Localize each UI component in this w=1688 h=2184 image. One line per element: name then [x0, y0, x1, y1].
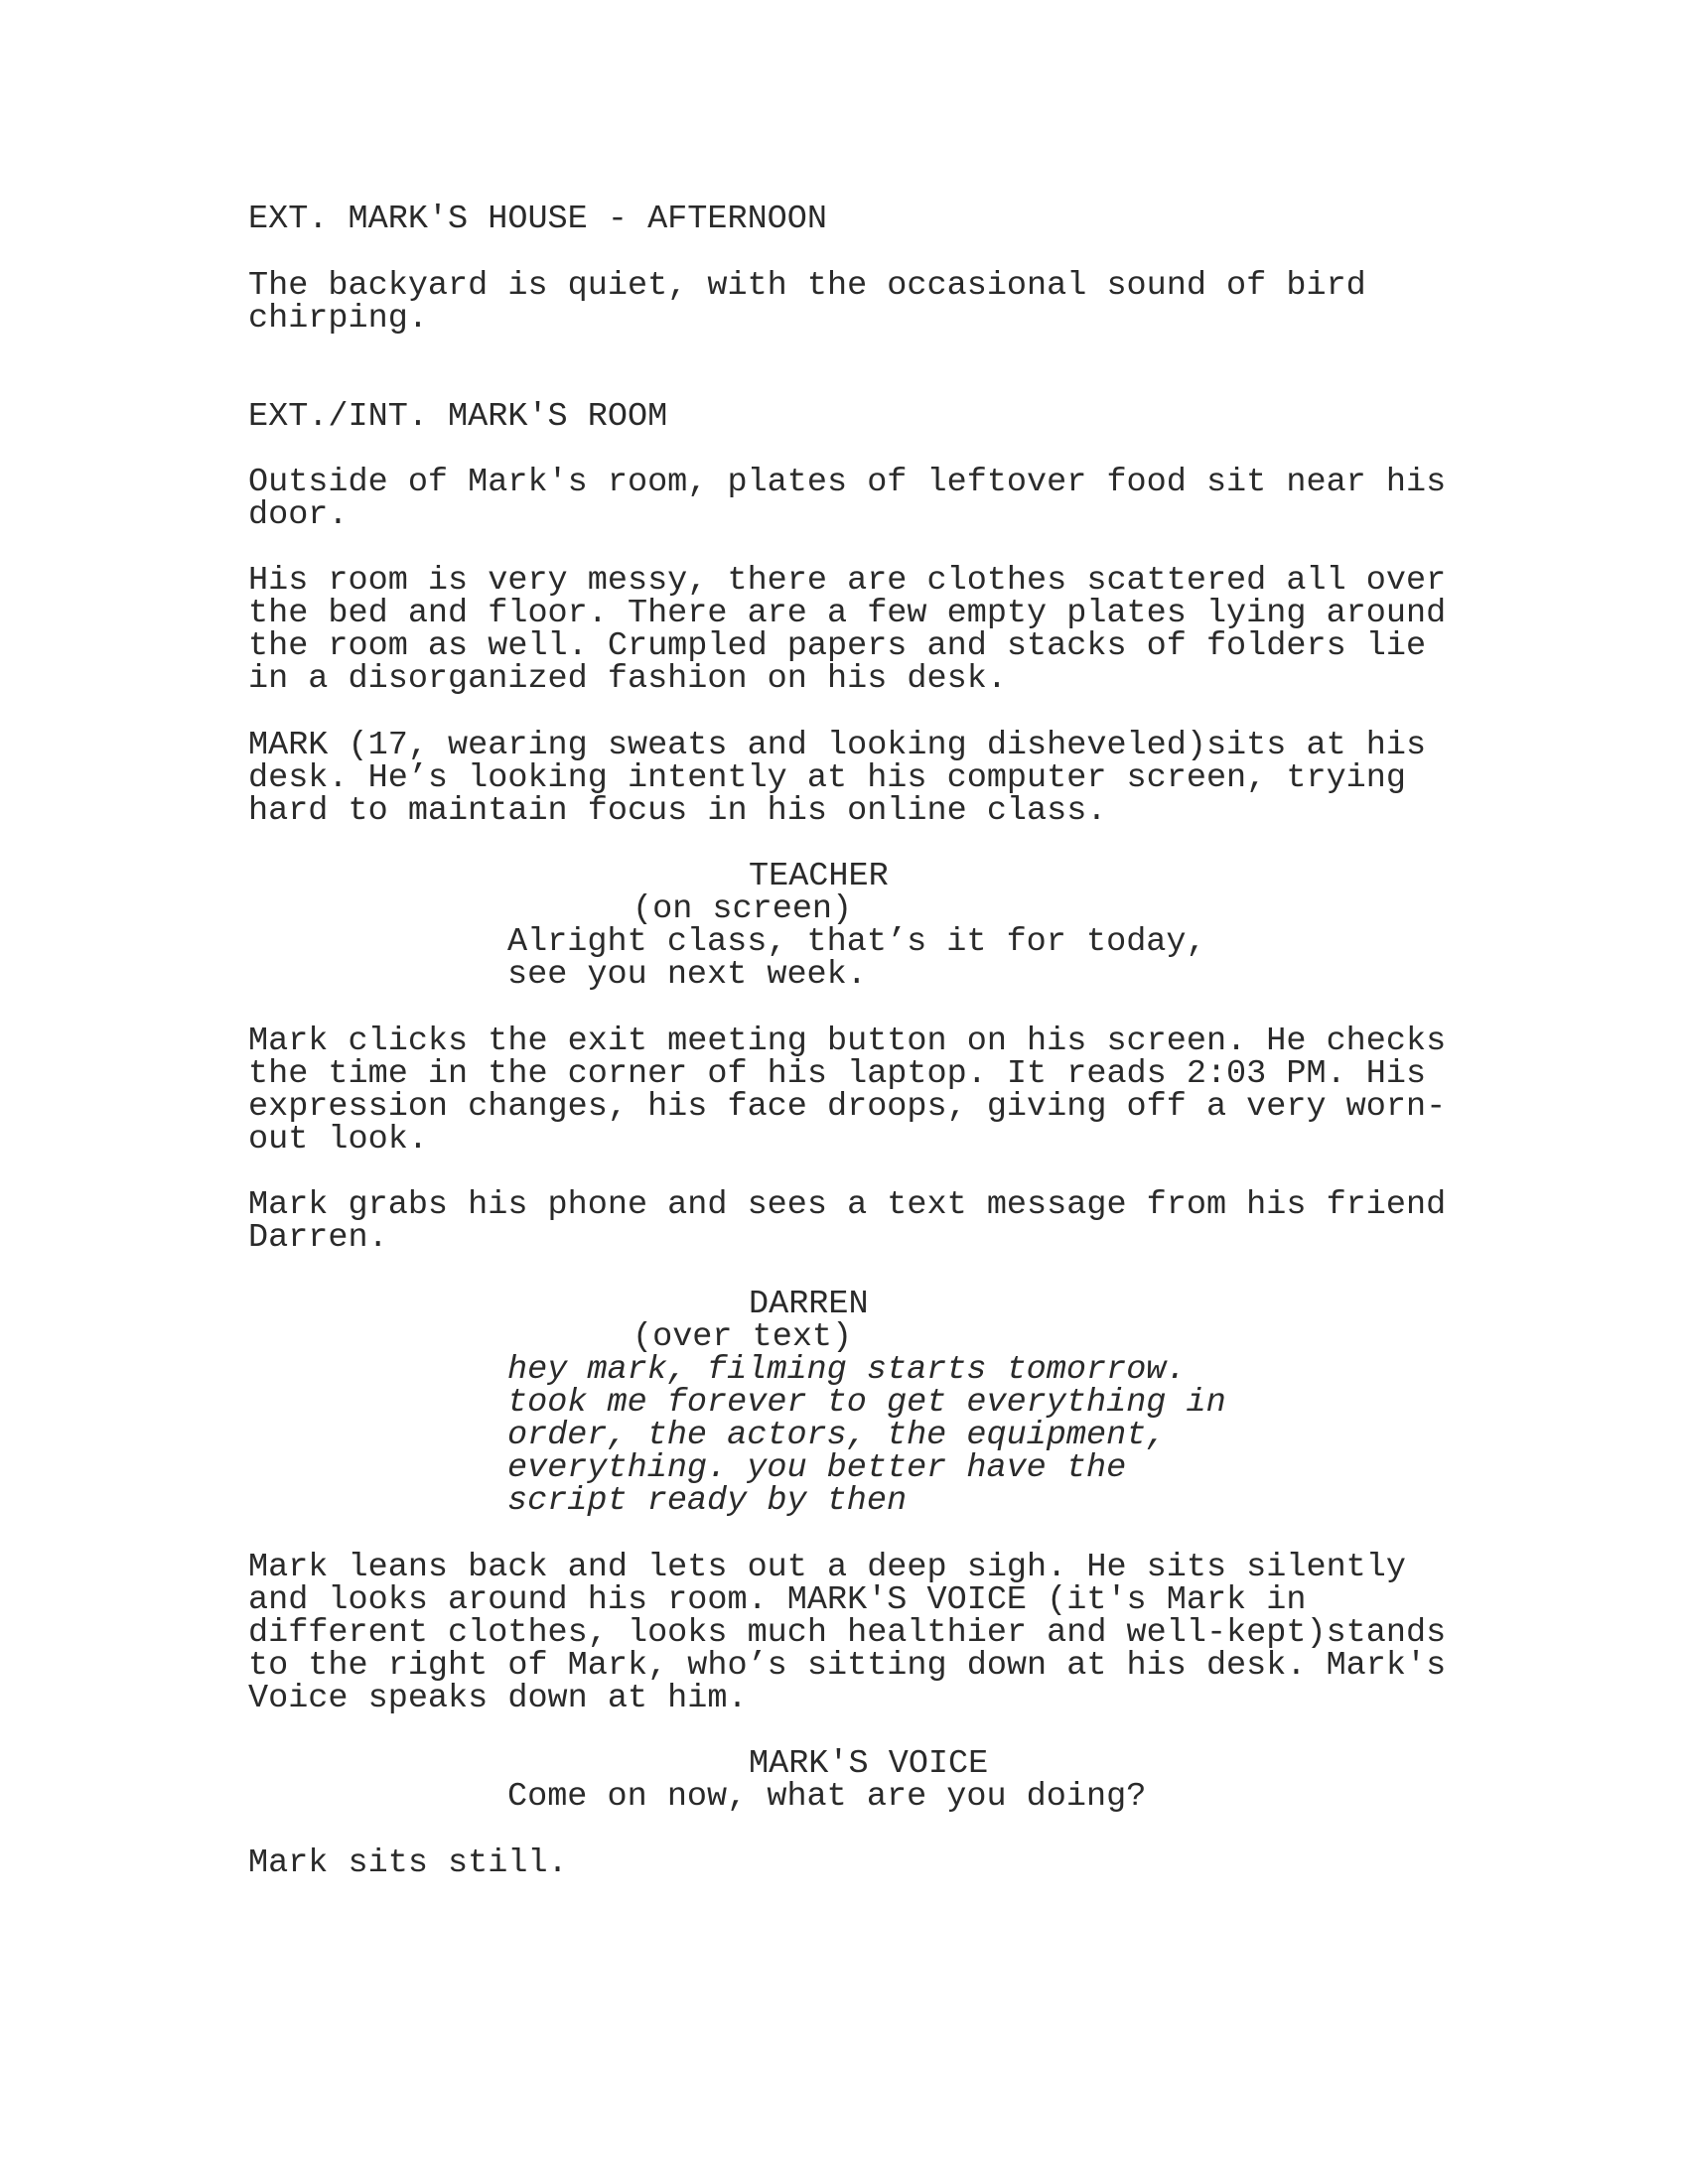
dialogue-line: everything. you better have the — [507, 1449, 1127, 1487]
dialogue-line: order, the actors, the equipment, — [507, 1417, 1167, 1454]
action-line: Mark clicks the exit meeting button on his screen. He checks — [248, 1023, 1447, 1060]
dialogue-line: script ready by then — [507, 1482, 908, 1520]
action-line: the time in the corner of his laptop. It reads 2:03 PM. His — [248, 1055, 1427, 1093]
action-line: The backyard is quiet, with the occasional sound of bird — [248, 267, 1366, 305]
scene-heading: EXT./INT. MARK'S ROOM — [248, 398, 668, 436]
action-line: the room as well. Crumpled papers and stacks of folders lie — [248, 627, 1427, 665]
action-line: Outside of Mark's room, plates of leftover food sit near his — [248, 464, 1447, 501]
character-name: MARK'S VOICE — [749, 1745, 989, 1783]
action-line: the bed and floor. There are a few empty plates lying around — [248, 595, 1447, 632]
parenthetical: (on screen) — [633, 890, 853, 928]
action-line: hard to maintain focus in his online class. — [248, 792, 1107, 830]
action-line: MARK (17, wearing sweats and looking disheveled)sits at his — [248, 727, 1427, 764]
action-line: Mark sits still. — [248, 1844, 568, 1882]
parenthetical: (over text) — [633, 1318, 853, 1356]
action-line: out look. — [248, 1121, 428, 1159]
scene-heading: EXT. MARK'S HOUSE - AFTERNOON — [248, 201, 827, 238]
action-line: desk. He’s looking intently at his computer screen, trying — [248, 759, 1406, 797]
action-line: door. — [248, 496, 349, 534]
action-line: chirping. — [248, 300, 428, 338]
action-line: in a disorganized fashion on his desk. — [248, 660, 1007, 698]
dialogue-line: see you next week. — [507, 956, 867, 994]
action-line: to the right of Mark, who’s sitting down at his desk. Mark's — [248, 1647, 1447, 1685]
action-line: different clothes, looks much healthier and well-kept)stands — [248, 1614, 1447, 1652]
action-line: and looks around his room. MARK'S VOICE (it's Mark in — [248, 1581, 1307, 1619]
dialogue-line: took me forever to get everything in — [507, 1384, 1226, 1422]
action-line: Mark leans back and lets out a deep sigh. He sits silently — [248, 1549, 1406, 1586]
action-line: His room is very messy, there are clothes scattered all over — [248, 562, 1447, 600]
character-name: DARREN — [749, 1286, 869, 1323]
dialogue-line: Alright class, that’s it for today, — [507, 923, 1206, 961]
action-line: Voice speaks down at him. — [248, 1680, 748, 1717]
dialogue-line: hey mark, filming starts tomorrow. — [507, 1351, 1187, 1389]
action-line: Mark grabs his phone and sees a text message from his friend — [248, 1186, 1447, 1224]
dialogue-line: Come on now, what are you doing? — [507, 1778, 1147, 1816]
action-line: expression changes, his face droops, giving off a very worn- — [248, 1088, 1447, 1126]
action-line: Darren. — [248, 1219, 388, 1257]
character-name: TEACHER — [749, 858, 889, 895]
